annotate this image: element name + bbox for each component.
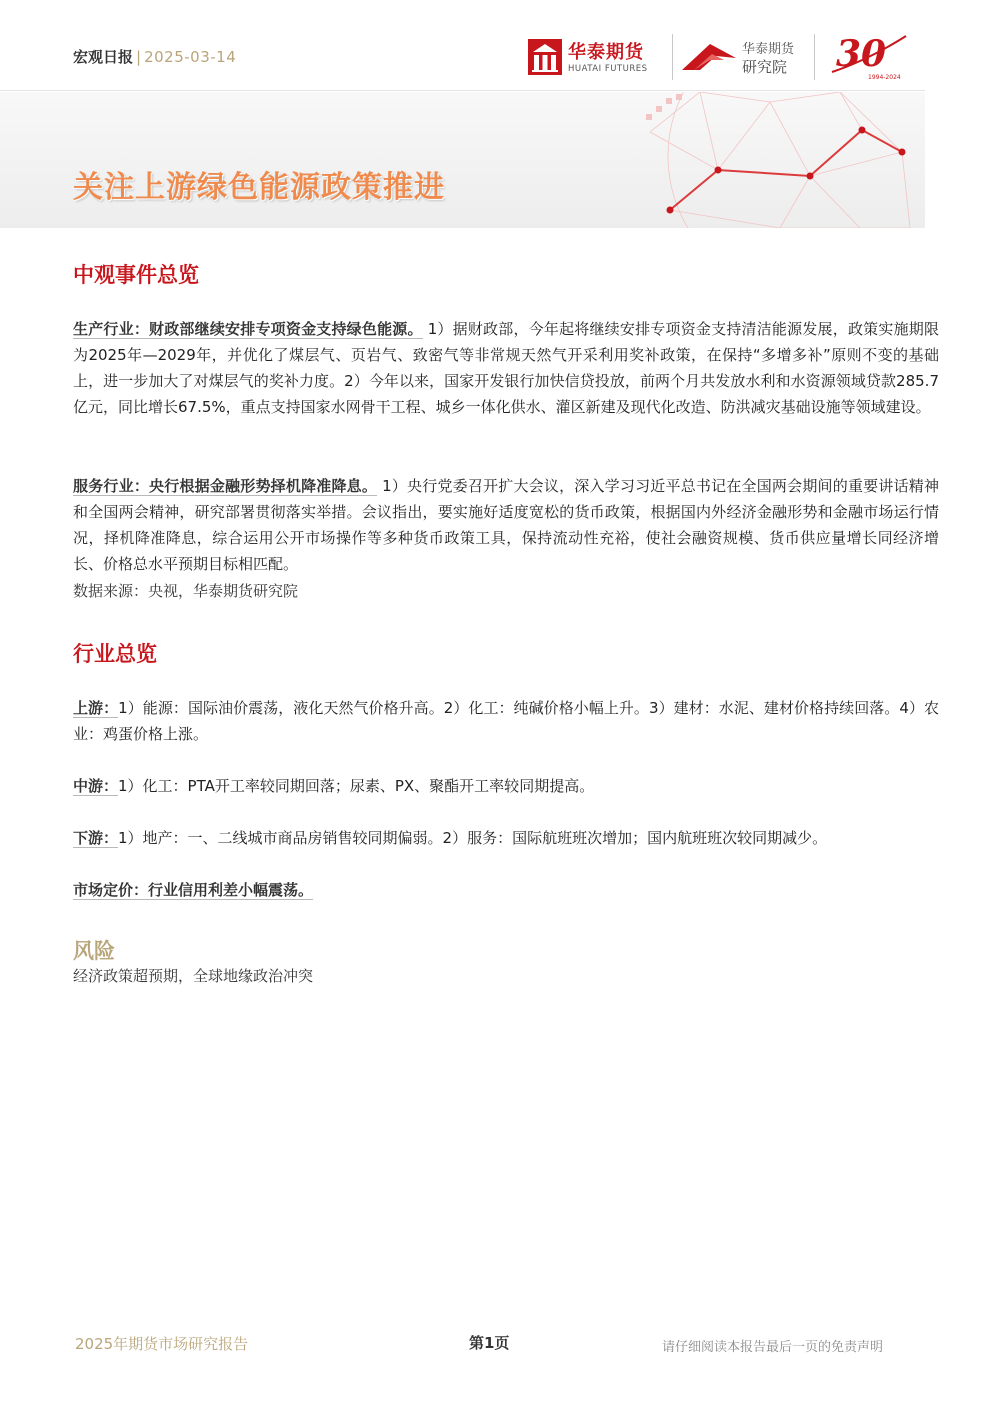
footer-report-name: 2025年期货市场研究报告 (75, 1335, 249, 1353)
paragraph-production (73, 316, 939, 420)
lead-services: 服务行业：央行根据金融形势择机降准降息。 (73, 477, 378, 495)
lead-production: 生产行业：财政部继续安排专项资金支持绿色能源。 (73, 320, 423, 338)
header-divider (814, 34, 815, 80)
huatai-futures-logo (528, 38, 668, 78)
paragraph-downstream (73, 825, 939, 851)
report-date: 2025-03-14 (144, 48, 237, 66)
brand-name-cn: 华泰期货 (568, 42, 644, 63)
anniversary-number: 30 (836, 33, 887, 75)
body-production: 1）据财政部，今年起将继续安排专项资金支持清洁能源发展，政策实施期限为2025年—2029年，并优化了煤层气、页岩气、致密气等非常规天然气开采利用奖补政策，在保持“多增多补”原则不变的基础上，进一步加大了对煤层气的奖补力度。2）今年以来，国家开发银行加快信贷投放，前两个月共发放水利和水资源领域贷款285.7亿元，同比增长67.5%，重点支持国家水网骨干工程、城乡一体化供水、灌区新建及现代化改造、防洪减灾基础设施等领域建设。 (73, 320, 939, 416)
header-divider (672, 34, 673, 80)
body-midstream: 1）化工：PTA开工率较同期回落；尿素、PX、聚酯开工率较同期提高。 (118, 777, 595, 795)
paragraph-pricing (73, 877, 939, 903)
title-banner (0, 92, 925, 228)
network-graphic (630, 92, 925, 228)
research-institute-logo (680, 36, 810, 80)
brand-name-en: HUATAI FUTURES (568, 64, 648, 74)
paragraph-midstream (73, 773, 939, 799)
section-heading-meso: 中观事件总览 (73, 263, 199, 287)
body-downstream: 1）地产：一、二线城市商品房销售较同期偏弱。2）服务：国际航班班次增加；国内航班班次较同期减少。 (118, 829, 828, 847)
section-heading-industry: 行业总览 (73, 642, 157, 666)
body-upstream: 1）能源：国际油价震荡，液化天然气价格升高。2）化工：纯碱价格小幅上升。3）建材：水泥、建材价格持续回落。4）农业：鸡蛋价格上涨。 (73, 699, 939, 743)
report-header-label (73, 46, 236, 67)
body-services: 1）央行党委召开扩大会议，深入学习习近平总书记在全国两会期间的重要讲话精神和全国两会精神，研究部署贯彻落实举措。会议指出，要实施好适度宽松的货币政策，根据国内外经济金融形势和金融市场运行情况，择机降准降息，综合运用公开市场操作等多种货币政策工具，保持流动性充裕，使社会融资规模、货币供应量增长同经济增长、价格总水平预期目标相匹配。 (73, 477, 939, 573)
institute-name-line1: 华泰期货 (742, 42, 795, 57)
bird-wing-icon (680, 40, 738, 74)
header-separator: | (136, 48, 142, 66)
anniversary-30-logo (828, 32, 910, 82)
footer-disclaimer-note: 请仔细阅读本报告最后一页的免责声明 (662, 1340, 884, 1355)
paragraph-services (73, 473, 939, 577)
lead-midstream: 中游： (73, 777, 119, 795)
footer-page-number: 第1页 (469, 1334, 510, 1352)
risk-text: 经济政策超预期，全球地缘政治冲突 (73, 967, 314, 985)
lead-downstream: 下游： (73, 829, 119, 847)
anniversary-years: 1994-2024 (868, 74, 901, 81)
header-rule (0, 90, 925, 91)
data-source: 数据来源：央视，华泰期货研究院 (73, 582, 299, 600)
document-title: 关注上游绿色能源政策推进 (73, 170, 445, 205)
paragraph-upstream (73, 695, 939, 747)
lead-pricing: 市场定价：行业信用利差小幅震荡。 (73, 881, 314, 899)
report-type: 宏观日报 (73, 48, 134, 66)
section-heading-risk: 风险 (73, 939, 115, 963)
lead-upstream: 上游： (73, 699, 119, 717)
huatai-logo-icon (528, 39, 562, 75)
institute-name-line2: 研究院 (742, 58, 788, 76)
